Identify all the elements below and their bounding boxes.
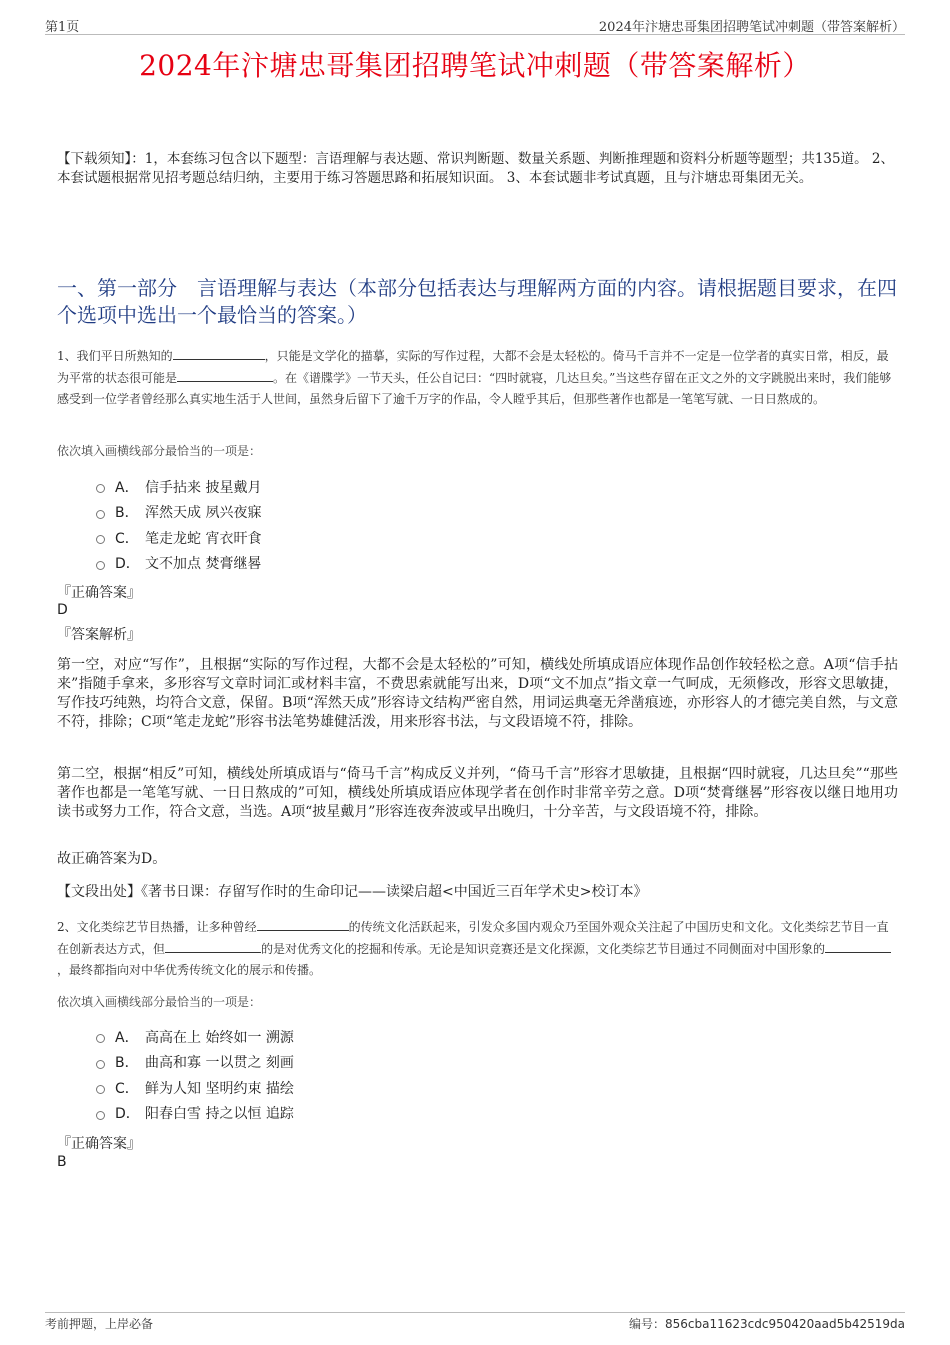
radio-icon[interactable] <box>96 535 105 544</box>
option-c[interactable]: C． 鲜为人知 坚明约束 描绘 <box>96 1075 294 1101</box>
option-b[interactable]: B． 浑然天成 夙兴夜寐 <box>96 500 261 526</box>
correct-answer-value: D <box>57 602 68 618</box>
blank-1 <box>257 918 349 931</box>
blank-3 <box>825 940 891 953</box>
radio-icon[interactable] <box>96 1085 105 1094</box>
option-c[interactable]: C． 笔走龙蛇 宵衣旰食 <box>96 525 261 551</box>
question-1-stem: 1、我们平日所熟知的 ，只能是文学化的描摹，实际的写作过程，大都不会是太轻松的。倚马千言并不一定是一位学者的真实日常，相反，最为平常的状态很可能是 。在《谱牒学》一节天头，任公自记曰：“四时就寝，几达旦矣。”当这些存留在正文之外的文字跳脱出来时，我们能够感受到一位学者曾经那么真实地生活于人世间，虽然身后留下了逾千万字的作品，令人瞠乎其后，但那些著作也都是一笔笔写就、一日日熬成的。 <box>57 349 892 406</box>
download-notice: 【下载须知】：1，本套练习包含以下题型：言语理解与表达题、常识判断题、数量关系题、判断推理题和资料分析题等题型；共135道。 2、本套试题根据常见招考题总结归纳，主要用于练习答题思路和拓展知识面。 3、本套试题非考试真题，且与汴塘忠哥集团无关。 <box>57 151 894 186</box>
radio-icon[interactable] <box>96 1111 105 1120</box>
question-1-options <box>96 474 261 576</box>
analysis-conclusion: 故正确答案为D。 <box>57 851 167 867</box>
question-2-stem: 2、文化类综艺节目热播，让多种曾经 的传统文化活跃起来，引发众多国内观众乃至国外观众关注起了中国历史和文化。文化类综艺节目一直在创新表达方式，但 的是对优秀文化的挖掘和传承。无论是知识竞赛还是文化探源，文化类综艺节目通过不同侧面对中国形象的，最终都指向对中华优秀传统文化的展示和传播。 <box>57 917 898 982</box>
option-d[interactable]: D． 阳春白雪 持之以恒 追踪 <box>96 1101 294 1127</box>
option-d[interactable]: D． 文不加点 焚膏继晷 <box>96 551 261 577</box>
option-b[interactable]: B． 曲高和寡 一以贯之 刻画 <box>96 1050 294 1076</box>
header-doc-title: 2024年汴塘忠哥集团招聘笔试冲刺题（带答案解析） <box>598 20 905 35</box>
question-1-instruction: 依次填入画横线部分最恰当的一项是： <box>57 444 262 458</box>
passage-source: 【文段出处】《著书日课：存留写作时的生命印记——读梁启超<中国近三百年学术史>校订本》 <box>57 884 648 900</box>
radio-icon[interactable] <box>96 1060 105 1069</box>
option-a[interactable]: A． 信手拈来 披星戴月 <box>96 474 261 500</box>
question-2-options <box>96 1024 294 1126</box>
radio-icon[interactable] <box>96 561 105 570</box>
page-number: 第1页 <box>45 20 80 35</box>
section-heading: 一、第一部分 言语理解与表达（本部分包括表达与理解两方面的内容。请根据题目要求，在四个选项中选出一个最恰当的答案。） <box>57 276 897 327</box>
footer-code: 编号：856cba11623cdc950420aad5b42519da <box>628 1317 905 1331</box>
footer-slogan: 考前押题，上岸必备 <box>45 1317 154 1331</box>
footer-divider <box>45 1312 905 1313</box>
analysis-label: 『答案解析』 <box>57 627 141 643</box>
question-2-instruction: 依次填入画横线部分最恰当的一项是： <box>57 995 262 1009</box>
correct-answer-value: B <box>57 1154 67 1170</box>
analysis-paragraph-2: 第二空，根据“相反”可知，横线处所填成语与“倚马千言”构成反义并列，“倚马千言”形容才思敏捷，且根据“四时就寝，几达旦矣”“那些著作也都是一笔笔写就、一日日熬成的”可知，横线处所填成语应体现学者在创作时非常辛劳之意。D项“焚膏继晷”形容夜以继日地用功读书或努力工作，符合文意，当选。A项“披星戴月”形容连夜奔波或早出晚归，十分辛苦，与文段语境不符，排除。 <box>57 766 898 820</box>
correct-answer-label: 『正确答案』 <box>57 1136 141 1152</box>
header-divider <box>45 34 905 35</box>
page-title: 2024年汴塘忠哥集团招聘笔试冲刺题（带答案解析） <box>139 49 811 82</box>
correct-answer-label: 『正确答案』 <box>57 585 141 601</box>
radio-icon[interactable] <box>96 1034 105 1043</box>
blank-1 <box>173 347 265 360</box>
radio-icon[interactable] <box>96 510 105 519</box>
blank-2 <box>177 369 273 382</box>
analysis-paragraph-1: 第一空，对应“写作”，且根据“实际的写作过程，大都不会是太轻松的”可知，横线处所填成语应体现作品创作较轻松之意。A项“信手拈来”指随手拿来，多形容写文章时词汇或材料丰富，不费思索就能写出来，D项“文不加点”指文章一气呵成，无须修改，形容文思敏捷，写作技巧纯熟，均符合文意，保留。B项“浑然天成”形容诗文结构严密自然，用词运典毫无斧凿痕迹，亦形容人的才德完美自然，与文意不符，排除；C项“笔走龙蛇”形容书法笔势雄健活泼，用来形容书法，与文段语境不符，排除。 <box>57 657 898 730</box>
radio-icon[interactable] <box>96 484 105 493</box>
option-a[interactable]: A． 高高在上 始终如一 溯源 <box>96 1024 294 1050</box>
blank-2 <box>165 940 261 953</box>
